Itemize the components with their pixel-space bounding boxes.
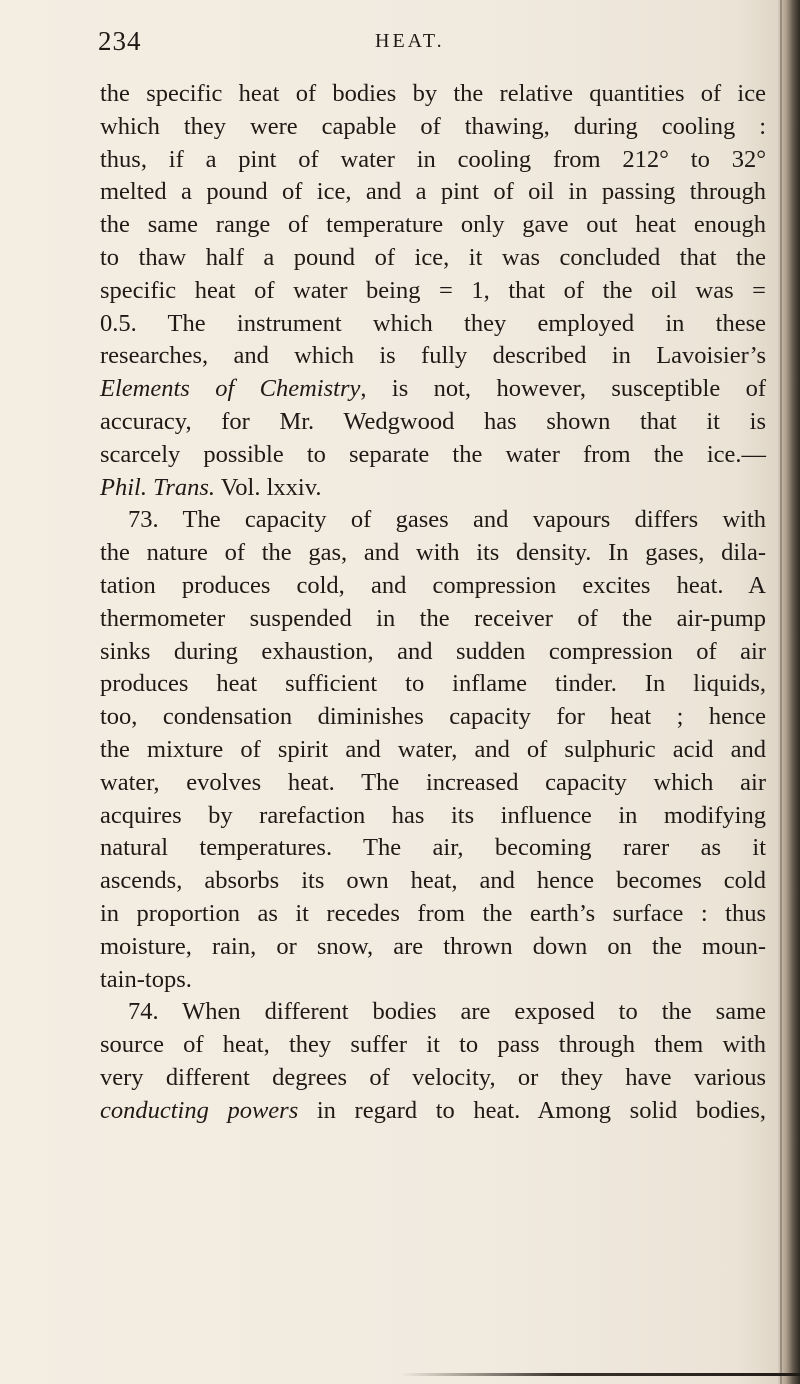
text-line [100,340,766,373]
text-segment: very different degrees of velocity, or they have various [100,1063,766,1091]
text-segment: the same range of temperature only gave out heat enough [100,211,766,239]
text-segment: accuracy, for Mr. Wedgwood has shown that it is [100,407,766,435]
text-line [100,701,766,734]
text-line [100,636,766,669]
text-line [100,537,766,570]
italic-text: Elements of Chemistry [100,375,361,403]
text-segment: scarcely possible to separate the water from the ice.— [100,440,766,468]
running-title: HEAT. [375,30,445,52]
text-line [100,406,766,439]
text-segment: moisture, rain, or snow, are thrown down on the moun- [100,932,766,960]
text-line [100,275,766,308]
text-line [100,734,766,767]
text-segment: too, condensation diminishes capacity for heat ; hence [100,703,766,731]
text-segment: specific heat of water being = 1, that of the oil was = [100,276,766,304]
text-segment: the specific heat of bodies by the relative quantities of ice [100,80,766,107]
bottom-edge-shadow [400,1373,800,1376]
text-line [100,865,766,898]
text-segment: thermometer suspended in the receiver of the air-pump [100,604,766,632]
text-segment: tain-tops. [100,965,192,993]
italic-text: conducting powers [100,1096,299,1124]
text-line [100,603,766,636]
page-number: 234 [98,26,142,56]
text-line [100,1062,766,1095]
text-segment: melted a pound of ice, and a pint of oil in passing through [100,178,766,206]
text-line [100,439,766,472]
text-line [100,144,766,177]
text-segment: ascends, absorbs its own heat, and hence becomes cold [100,867,766,895]
text-segment: , is not, however, susceptible of [360,375,767,403]
text-segment: water, evolves heat. The increased capacity which air [100,768,766,796]
text-segment: to thaw half a pound of ice, it was concluded that the [100,243,766,271]
text-line [100,1029,766,1062]
text-segment: tation produces cold, and compression excites heat. A [100,571,766,599]
running-head [98,26,788,66]
text-segment: 74. When different bodies are exposed to the same [128,998,766,1026]
text-segment: natural temperatures. The air, becoming rarer as it [100,834,766,862]
text-segment: researches, and which is fully described in Lavoisier’s [100,342,766,370]
text-line [100,668,766,701]
text-line [100,209,766,242]
text-segment: the mixture of spirit and water, and of sulphuric acid and [100,735,766,763]
text-line [100,373,766,406]
text-segment: thus, if a pint of water in cooling from 212° to 32° [100,145,766,173]
text-segment: produces heat sufficient to inflame tinder. In liquids, [100,670,766,698]
text-line [100,832,766,865]
text-segment: source of heat, they suffer it to pass through them with [100,1031,766,1059]
text-line [100,111,766,144]
body-text [100,78,766,1128]
text-segment: sinks during exhaustion, and sudden compression of air [100,637,766,665]
text-line [100,800,766,833]
text-line [100,472,766,505]
text-segment: in proportion as it recedes from the earth’s surface : thus [100,899,766,927]
gutter-edge-line [780,0,782,1384]
text-segment: the nature of the gas, and with its density. In gases, dila- [100,539,766,567]
text-line [100,504,766,537]
text-line [100,78,766,111]
text-line [100,767,766,800]
text-segment: 73. The capacity of gases and vapours differs with [128,506,766,534]
text-line [100,570,766,603]
text-segment: 0.5. The instrument which they employed in these [100,309,766,337]
text-line [100,308,766,341]
text-segment: acquires by rarefaction has its influence in modifying [100,801,766,829]
text-line [100,176,766,209]
text-line [100,996,766,1029]
text-line [100,964,766,997]
text-segment: in regard to heat. Among solid bodies, [298,1096,767,1124]
text-segment: which they were capable of thawing, during cooling : [100,112,766,140]
italic-text: Phil. Trans. [100,473,216,501]
text-segment: Vol. lxxiv. [215,473,322,501]
text-line [100,1095,766,1128]
text-line [100,931,766,964]
text-line [100,242,766,275]
text-line [100,898,766,931]
